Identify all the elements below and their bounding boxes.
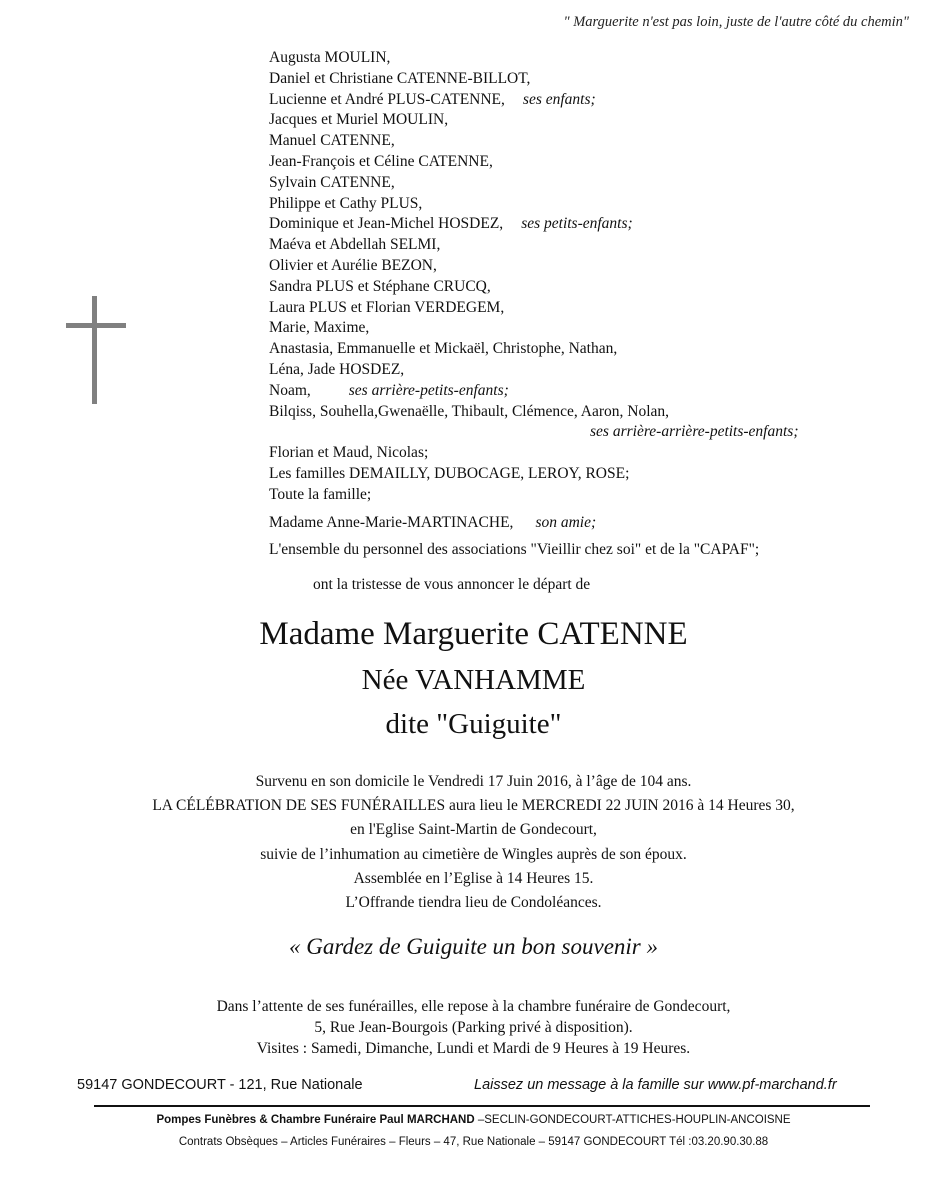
company-contact: Contrats Obsèques – Articles Funéraires – Fleurs – 47, Rue Nationale – 59147 GONDECOURT Tél :03.20.90.30.88 (178, 1136, 769, 1148)
repose-line: Dans l’attente de ses funérailles, elle repose à la chambre funéraire de Gondecourt, (216, 998, 731, 1015)
detail-line: L’Offrande tiendra lieu de Condoléances. (345, 894, 602, 912)
memorial-quote: « Gardez de Guiguite un bon souvenir » (288, 934, 659, 959)
footer-address: 59147 GONDECOURT - 121, Rue Nationale (77, 1077, 363, 1093)
detail-line: LA CÉLÉBRATION DE SES FUNÉRAILLES aura lieu le MERCREDI 22 JUIN 2016 à 14 Heures 30, (152, 797, 795, 815)
family-line: Anastasia, Emmanuelle et Mickaël, Christophe, Nathan, (269, 340, 618, 358)
family-line: Dominique et Jean-Michel HOSDEZ, ses petits-enfants; (269, 215, 633, 233)
family-line: Jacques et Muriel MOULIN, (269, 111, 449, 129)
deceased-name: Madame Marguerite CATENNE (259, 616, 688, 652)
family-line: Maéva et Abdellah SELMI, (269, 236, 441, 254)
epigraph: " Marguerite n'est pas loin, juste de l'autre côté du chemin" (563, 14, 909, 30)
detail-line: suivie de l’inhumation au cimetière de Wingles auprès de son époux. (260, 845, 687, 863)
family-line: Léna, Jade HOSDEZ, (269, 360, 405, 378)
role-children: ses enfants; (522, 90, 596, 108)
maiden-name: Née VANHAMME (361, 664, 586, 696)
family-line: Jean-François et Céline CATENNE, (269, 152, 493, 170)
family-line: Lucienne et André PLUS-CATENNE, ses enfants; (269, 90, 596, 108)
nickname: dite "Guiguite" (385, 708, 562, 740)
repose-line: Visites : Samedi, Dimanche, Lundi et Mardi de 9 Heures à 19 Heures. (256, 1040, 691, 1057)
family-list (269, 48, 799, 561)
family-line: Florian et Maud, Nicolas; (269, 444, 429, 462)
role-friend: son amie; (535, 513, 597, 531)
role-great-grandchildren: ses arrière-petits-enfants; (348, 381, 509, 399)
family-line: Sylvain CATENNE, (269, 173, 395, 191)
family-line: Augusta MOULIN, (269, 49, 391, 66)
role-great-great-grandchildren: ses arrière-arrière-petits-enfants; (590, 423, 799, 441)
announcement: ont la tristesse de vous annoncer le départ de (313, 576, 591, 593)
family-line: Bilqiss, Souhella,Gwenaëlle, Thibault, Clémence, Aaron, Nolan, (269, 402, 670, 420)
cross-icon (66, 296, 126, 404)
family-line: Noam, ses arrière-petits-enfants; (269, 381, 509, 399)
family-line: Les familles DEMAILLY, DUBOCAGE, LEROY, ROSE; (269, 464, 630, 482)
role-grandchildren: ses petits-enfants; (521, 215, 633, 233)
family-line: Toute la famille; (269, 485, 372, 503)
detail-line: Assemblée en l’Eglise à 14 Heures 15. (353, 869, 594, 887)
family-line: L'ensemble du personnel des associations "Vieillir chez soi" et de la "CAPAF"; (269, 541, 760, 559)
funeral-details (0, 770, 947, 915)
family-line: Madame Anne-Marie-MARTINACHE, son amie; (269, 513, 597, 531)
company-info (0, 1114, 947, 1126)
family-line: Manuel CATENNE, (269, 132, 395, 150)
detail-line: Survenu en son domicile le Vendredi 17 Juin 2016, à l’âge de 104 ans. (255, 773, 692, 790)
company-locations: –SECLIN-GONDECOURT-ATTICHES-HOUPLIN-ANCOISNE (474, 1114, 791, 1126)
company-name: Pompes Funèbres & Chambre Funéraire Paul MARCHAND (156, 1114, 475, 1126)
family-line: Marie, Maxime, (269, 319, 370, 337)
footer-message-link[interactable]: Laissez un message à la famille sur www.pf-marchand.fr (474, 1077, 837, 1093)
family-line: Sandra PLUS et Stéphane CRUCQ, (269, 277, 491, 295)
family-line: Laura PLUS et Florian VERDEGEM, (269, 298, 505, 316)
family-line: Philippe et Cathy PLUS, (269, 194, 423, 212)
detail-line: en l'Eglise Saint-Martin de Gondecourt, (350, 821, 597, 839)
footer-divider (94, 1105, 870, 1107)
repose-info (0, 996, 947, 1059)
family-line: Olivier et Aurélie BEZON, (269, 256, 437, 274)
family-line: Daniel et Christiane CATENNE-BILLOT, (269, 69, 531, 87)
repose-line: 5, Rue Jean-Bourgois (Parking privé à disposition). (314, 1019, 633, 1036)
